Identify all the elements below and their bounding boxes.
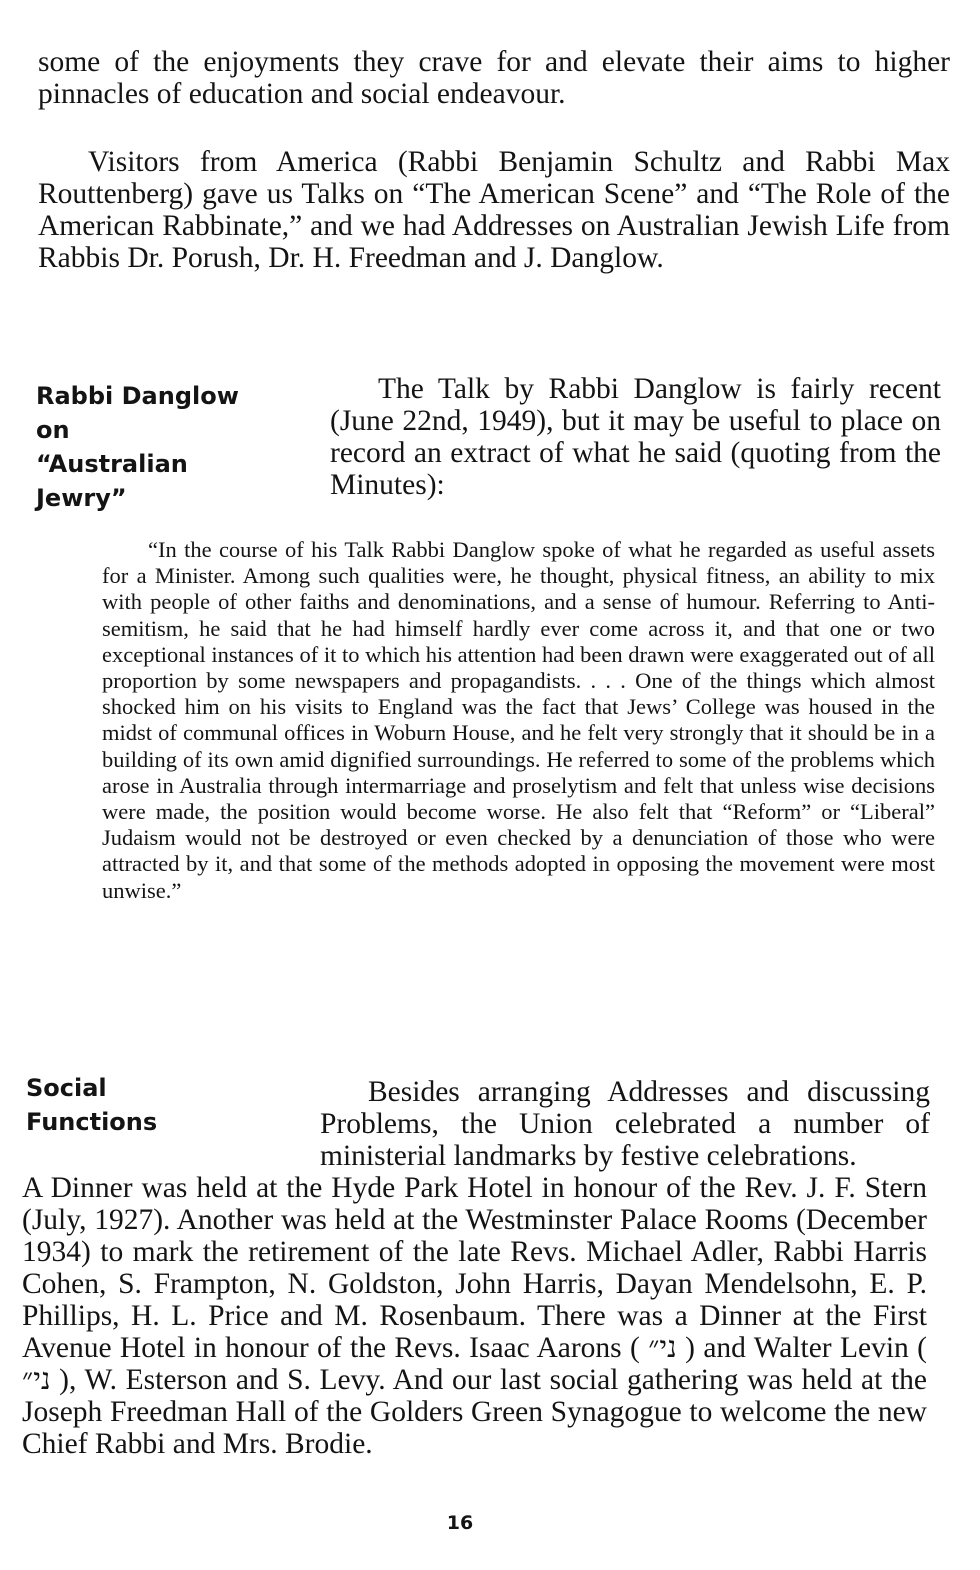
paragraph-social-dinners: A Dinner was held at the Hyde Park Hotel in honour of the Rev. J. F. Stern (July, 1927). Another was held at the Westminster Palace Rooms (December 1934) to mark the retirement of the late Revs. Michael Adler, Rabbi Harris Cohen, S. Frampton, N. Goldston, John Harris, Dayan Mendelsohn, E. P. Phillips, H. L. Price and M. Rosenbaum. There was a Dinner at the First Avenue Hotel in honour of the Revs. Isaac Aarons ( ני״ ) and Walter Levin ( ני״ ), W. Esterson and S. Levy. And our last social gathering was held at the Joseph Freedman Hall of the Golders Green Synagogue to welcome the new Chief Rabbi and Mrs. Brodie. <box>22 1172 927 1460</box>
paragraph-danglow-intro: The Talk by Rabbi Danglow is fairly recent (June 22nd, 1949), but it may be useful to place on record an extract of what he said (quoting from the Minutes): <box>330 373 941 501</box>
page-number: 16 <box>446 1512 474 1534</box>
paragraph-social-intro: Besides arranging Addresses and discussing Problems, the Union celebrated a number of ministerial landmarks by festive celebrations. <box>320 1076 930 1172</box>
side-heading-danglow: Rabbi Danglow on “Australian Jewry” <box>36 382 239 512</box>
paragraph-enjoyments: some of the enjoyments they crave for and elevate their aims to higher pinnacles of education and social endeavour. <box>38 46 950 110</box>
side-heading-social-functions: Social Functions <box>26 1074 158 1136</box>
quoted-minutes-extract: “In the course of his Talk Rabbi Danglow spoke of what he regarded as useful assets for a Minister. Among such qualities were, he thought, physical fitness, an ability to mix with people of other faiths and denominations, and a sense of humour. Referring to Anti-semitism, he said that he had himself hardly ever come across it, and that one or two exceptional instances of it to which his attention had been drawn were exaggerated out of all proportion by some newspapers and propagandists. . . . One of the things which almost shocked him on his visits to England was the fact that Jews’ College was housed in the midst of communal offices in Woburn House, and he felt very strongly that it should be in a building of its own amid dignified surroundings. He referred to some of the problems which arose in Australia through intermarriage and proselytism and felt that unless wise decisions were made, the position would become worse. He also felt that “Reform” or “Liberal” Judaism would not be destroyed or even checked by a denunciation of those who were attracted by it, and that some of the methods adopted in opposing the movement were most unwise.” <box>102 537 935 903</box>
paragraph-visitors: Visitors from America (Rabbi Benjamin Schultz and Rabbi Max Routtenberg) gave us Talks on “The American Scene” and “The Role of the American Rabbinate,” and we had Addresses on Australian Jewish Life from Rabbis Dr. Porush, Dr. H. Freedman and J. Danglow. <box>38 146 950 274</box>
